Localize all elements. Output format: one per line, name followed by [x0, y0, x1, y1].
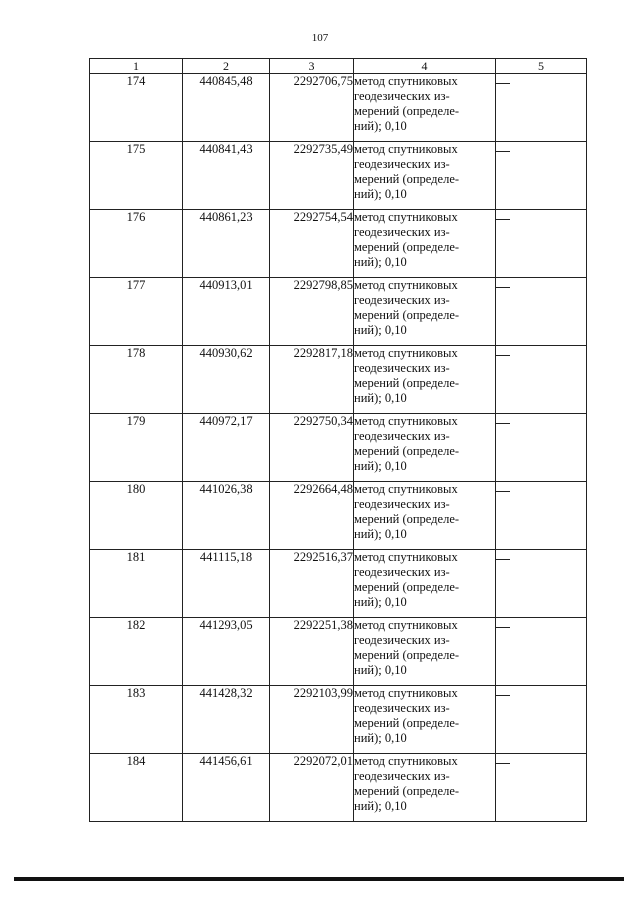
- table-row: [90, 210, 587, 278]
- method-line: геодезических из-: [354, 89, 450, 103]
- point-number-cell: 177: [90, 278, 183, 346]
- table-header-row: [90, 59, 587, 74]
- method-line: геодезических из-: [354, 429, 450, 443]
- column-header-3: 3: [270, 59, 354, 74]
- method-line: мерений (определе-: [354, 240, 460, 254]
- y-coordinate-cell: 2292706,75: [270, 74, 354, 142]
- table-row: [90, 550, 587, 618]
- note-dash: [496, 559, 510, 560]
- method-line: геодезических из-: [354, 225, 450, 239]
- method-line: метод спутниковых: [354, 550, 458, 564]
- note-cell: [496, 346, 587, 414]
- x-coordinate-cell: 440841,43: [183, 142, 270, 210]
- method-line: ний); 0,10: [354, 391, 407, 405]
- note-dash: [496, 491, 510, 492]
- point-number-cell: 178: [90, 346, 183, 414]
- x-coordinate-cell: 440972,17: [183, 414, 270, 482]
- note-dash: [496, 219, 510, 220]
- method-line: геодезических из-: [354, 701, 450, 715]
- point-number-cell: 181: [90, 550, 183, 618]
- method-cell: [354, 550, 496, 618]
- method-line: метод спутниковых: [354, 482, 458, 496]
- point-number-cell: 176: [90, 210, 183, 278]
- note-cell: [496, 74, 587, 142]
- method-line: ний); 0,10: [354, 595, 407, 609]
- method-line: геодезических из-: [354, 293, 450, 307]
- method-cell: [354, 414, 496, 482]
- table-row: [90, 686, 587, 754]
- table-row: [90, 754, 587, 822]
- method-cell: [354, 686, 496, 754]
- method-line: метод спутниковых: [354, 414, 458, 428]
- y-coordinate-cell: 2292817,18: [270, 346, 354, 414]
- method-line: метод спутниковых: [354, 686, 458, 700]
- y-coordinate-cell: 2292754,54: [270, 210, 354, 278]
- note-dash: [496, 287, 510, 288]
- point-number-cell: 174: [90, 74, 183, 142]
- method-line: мерений (определе-: [354, 512, 460, 526]
- method-line: мерений (определе-: [354, 784, 460, 798]
- method-line: ний); 0,10: [354, 663, 407, 677]
- note-cell: [496, 550, 587, 618]
- column-header-1: 1: [90, 59, 183, 74]
- method-line: ний); 0,10: [354, 187, 407, 201]
- y-coordinate-cell: 2292072,01: [270, 754, 354, 822]
- method-line: геодезических из-: [354, 361, 450, 375]
- y-coordinate-cell: 2292750,34: [270, 414, 354, 482]
- table-row: [90, 482, 587, 550]
- method-line: мерений (определе-: [354, 376, 460, 390]
- note-dash: [496, 627, 510, 628]
- method-line: метод спутниковых: [354, 74, 458, 88]
- note-dash: [496, 763, 510, 764]
- method-cell: [354, 618, 496, 686]
- method-line: метод спутниковых: [354, 278, 458, 292]
- method-line: мерений (определе-: [354, 308, 460, 322]
- y-coordinate-cell: 2292103,99: [270, 686, 354, 754]
- point-number-cell: 182: [90, 618, 183, 686]
- x-coordinate-cell: 440913,01: [183, 278, 270, 346]
- method-line: мерений (определе-: [354, 172, 460, 186]
- method-line: ний); 0,10: [354, 527, 407, 541]
- y-coordinate-cell: 2292664,48: [270, 482, 354, 550]
- method-line: метод спутниковых: [354, 210, 458, 224]
- method-line: метод спутниковых: [354, 142, 458, 156]
- method-cell: [354, 346, 496, 414]
- method-cell: [354, 482, 496, 550]
- method-cell: [354, 210, 496, 278]
- method-cell: [354, 278, 496, 346]
- note-dash: [496, 355, 510, 356]
- table-row: [90, 278, 587, 346]
- x-coordinate-cell: 441456,61: [183, 754, 270, 822]
- method-cell: [354, 142, 496, 210]
- coordinates-table: [89, 58, 587, 822]
- method-line: ний); 0,10: [354, 459, 407, 473]
- point-number-cell: 184: [90, 754, 183, 822]
- x-coordinate-cell: 441428,32: [183, 686, 270, 754]
- point-number-cell: 180: [90, 482, 183, 550]
- table-row: [90, 618, 587, 686]
- method-line: метод спутниковых: [354, 346, 458, 360]
- method-line: ний); 0,10: [354, 731, 407, 745]
- note-cell: [496, 142, 587, 210]
- method-line: мерений (определе-: [354, 716, 460, 730]
- x-coordinate-cell: 441293,05: [183, 618, 270, 686]
- method-line: ний); 0,10: [354, 255, 407, 269]
- point-number-cell: 179: [90, 414, 183, 482]
- method-cell: [354, 754, 496, 822]
- table-body: [90, 74, 587, 822]
- y-coordinate-cell: 2292516,37: [270, 550, 354, 618]
- page-number: 107: [311, 32, 329, 44]
- method-line: геодезических из-: [354, 565, 450, 579]
- footer-rule: [14, 877, 624, 881]
- method-line: метод спутниковых: [354, 754, 458, 768]
- method-line: ний); 0,10: [354, 799, 407, 813]
- column-header-4: 4: [354, 59, 496, 74]
- note-cell: [496, 414, 587, 482]
- method-cell: [354, 74, 496, 142]
- method-line: мерений (определе-: [354, 580, 460, 594]
- note-cell: [496, 482, 587, 550]
- x-coordinate-cell: 440845,48: [183, 74, 270, 142]
- x-coordinate-cell: 441115,18: [183, 550, 270, 618]
- note-cell: [496, 618, 587, 686]
- note-dash: [496, 423, 510, 424]
- table-row: [90, 74, 587, 142]
- point-number-cell: 175: [90, 142, 183, 210]
- method-line: мерений (определе-: [354, 648, 460, 662]
- method-line: ний); 0,10: [354, 323, 407, 337]
- note-dash: [496, 695, 510, 696]
- y-coordinate-cell: 2292735,49: [270, 142, 354, 210]
- method-line: метод спутниковых: [354, 618, 458, 632]
- note-dash: [496, 83, 510, 84]
- method-line: геодезических из-: [354, 497, 450, 511]
- y-coordinate-cell: 2292798,85: [270, 278, 354, 346]
- x-coordinate-cell: 440861,23: [183, 210, 270, 278]
- table-row: [90, 414, 587, 482]
- method-line: ний); 0,10: [354, 119, 407, 133]
- note-cell: [496, 278, 587, 346]
- note-cell: [496, 210, 587, 278]
- method-line: геодезических из-: [354, 633, 450, 647]
- method-line: мерений (определе-: [354, 444, 460, 458]
- point-number-cell: 183: [90, 686, 183, 754]
- column-header-2: 2: [183, 59, 270, 74]
- x-coordinate-cell: 440930,62: [183, 346, 270, 414]
- column-header-5: 5: [496, 59, 587, 74]
- x-coordinate-cell: 441026,38: [183, 482, 270, 550]
- method-line: геодезических из-: [354, 769, 450, 783]
- y-coordinate-cell: 2292251,38: [270, 618, 354, 686]
- table-row: [90, 142, 587, 210]
- note-cell: [496, 754, 587, 822]
- table-row: [90, 346, 587, 414]
- method-line: геодезических из-: [354, 157, 450, 171]
- method-line: мерений (определе-: [354, 104, 460, 118]
- note-dash: [496, 151, 510, 152]
- note-cell: [496, 686, 587, 754]
